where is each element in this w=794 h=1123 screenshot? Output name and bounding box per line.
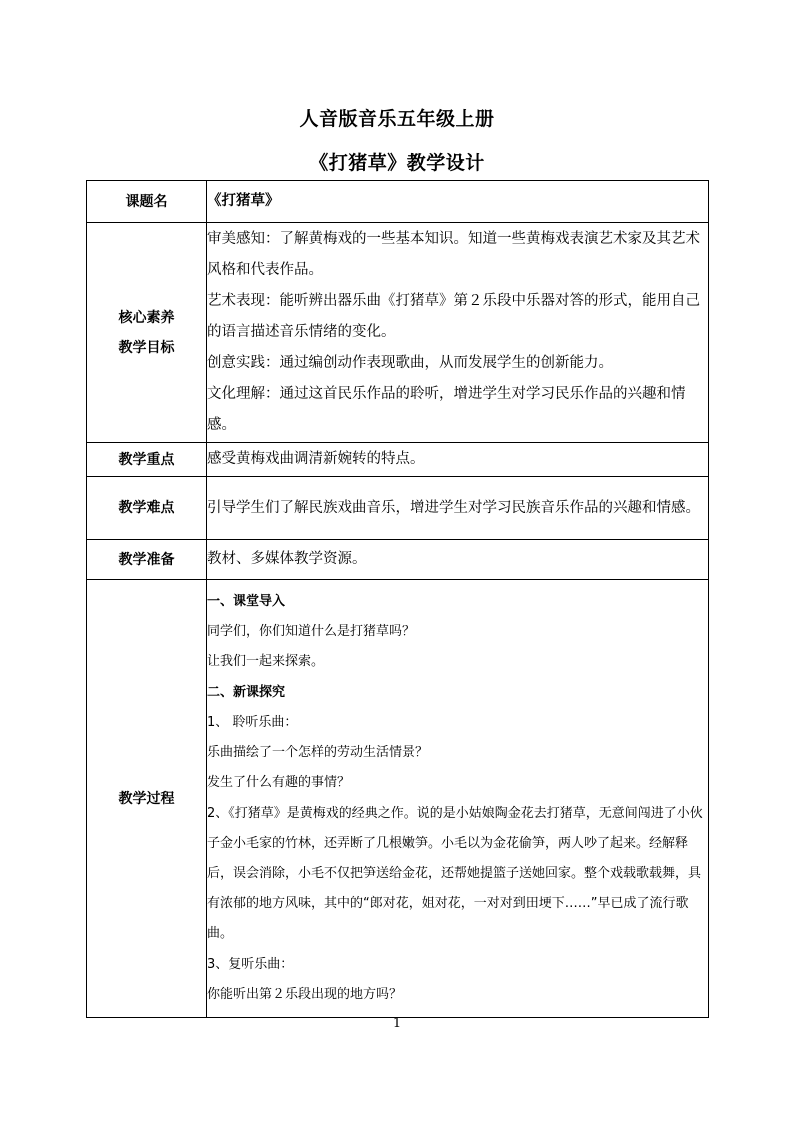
goal-aesthetic: 审美感知：了解黄梅戏的一些基本知识。知道一些黄梅戏表演艺术家及其艺术风格和代表作品。 xyxy=(207,231,700,278)
document-subtitle: 《打猪草》教学设计 xyxy=(309,152,485,174)
goal-creativity: 创意实践：通过编创动作表现歌曲，从而发展学生的创新能力。 xyxy=(207,355,613,371)
row-difficulty xyxy=(87,477,709,540)
goal-expression: 艺术表现：能听辨出器乐曲《打猪草》第２乐段中乐器对答的形式，能用自己的语言描述音乐情绪的变化。 xyxy=(207,293,700,340)
process-line: 1、 聆听乐曲： xyxy=(207,714,298,730)
lesson-plan-table xyxy=(86,180,709,1018)
process-line: 3、复听乐曲： xyxy=(207,956,294,972)
label-preparation: 教学准备 xyxy=(87,540,207,580)
page-number: 1 xyxy=(392,1016,402,1031)
row-topic xyxy=(87,181,709,223)
value-focus: 感受黄梅戏曲调清新婉转的特点。 xyxy=(207,443,709,477)
label-goals-line1: 核心素养 xyxy=(118,309,175,326)
process-line: 发生了什么有趣的事情？ xyxy=(207,775,351,791)
document-title: 人音版音乐五年级上册 xyxy=(299,108,495,130)
row-preparation xyxy=(87,540,709,580)
row-process xyxy=(87,580,709,1018)
process-line: 你能听出第２乐段出现的地方吗？ xyxy=(207,986,403,1002)
label-difficulty: 教学难点 xyxy=(87,477,207,540)
label-focus: 教学重点 xyxy=(87,443,207,477)
process-line: 乐曲描绘了一个怎样的劳动生活情景？ xyxy=(207,745,429,761)
goal-culture: 文化理解：通过这首民乐作品的聆听，增进学生对学习民乐作品的兴趣和情感。 xyxy=(207,386,686,433)
process-line: 让我们一起来探索。 xyxy=(207,654,325,670)
process-section-explore: 二、新课探究 xyxy=(207,684,286,700)
value-process xyxy=(207,580,709,1018)
row-focus xyxy=(87,443,709,477)
process-section-intro: 一、课堂导入 xyxy=(207,594,286,610)
label-topic: 课题名 xyxy=(87,181,207,223)
process-line: 同学们，你们知道什么是打猪草吗？ xyxy=(207,624,416,640)
label-goals xyxy=(87,223,207,443)
value-preparation: 教材、多媒体教学资源。 xyxy=(207,540,709,580)
label-goals-line2: 教学目标 xyxy=(118,339,175,356)
row-goals xyxy=(87,223,709,443)
value-difficulty: 引导学生们了解民族戏曲音乐，增进学生对学习民族音乐作品的兴趣和情感。 xyxy=(207,477,709,540)
value-topic: 《打猪草》 xyxy=(207,181,709,223)
value-goals xyxy=(207,223,709,443)
label-process: 教学过程 xyxy=(87,580,207,1018)
process-paragraph: 2、《打猪草》是黄梅戏的经典之作。说的是小姑娘陶金花去打猪草，无意间闯进了小伙子金小毛家的竹林，还弄断了几根嫩笋。小毛以为金花偷笋，两人吵了起来。经解释后，误会消除，小毛不仅把笋送给金花，还帮她提篮子送她回家。整个戏载歌载舞，具有浓郁的地方风味，其中的“郎对花，姐对花，一对对到田埂下……”早已成了流行歌曲。 xyxy=(207,805,703,942)
